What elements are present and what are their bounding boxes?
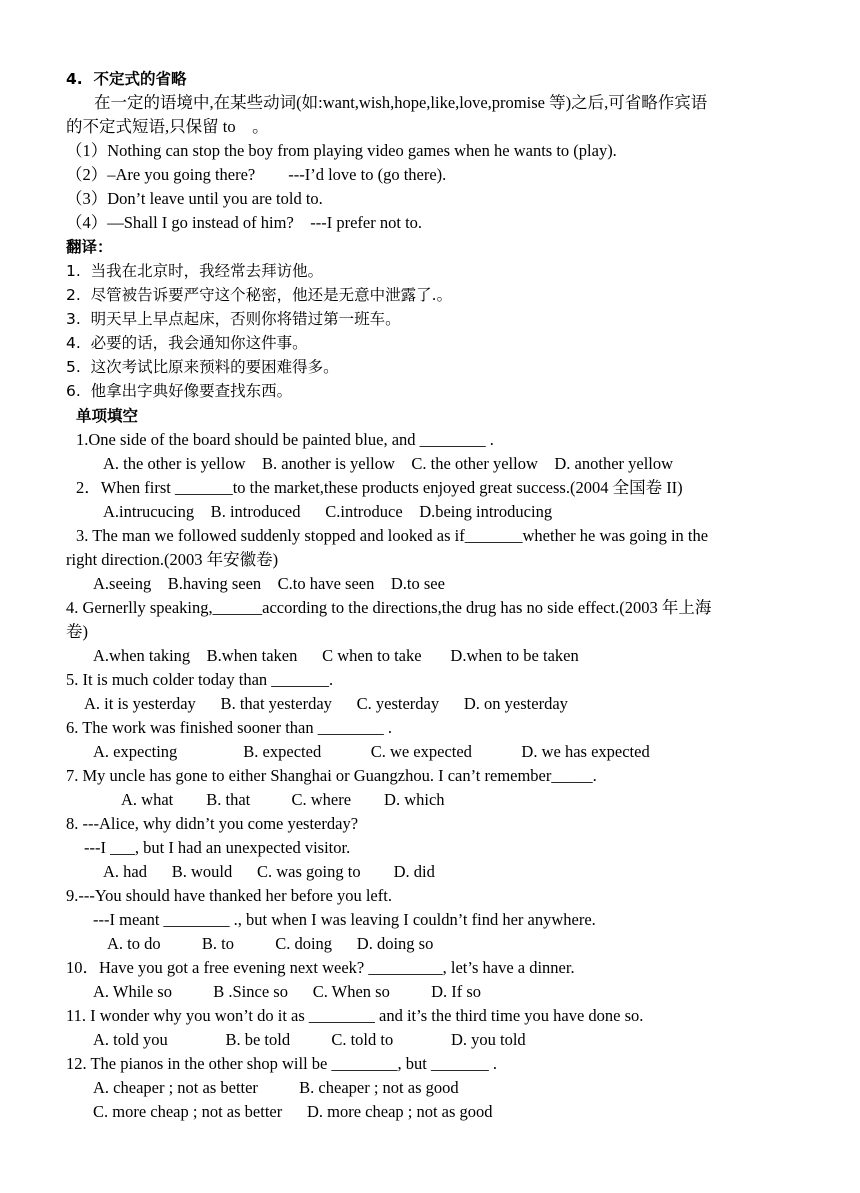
example-4: （4）—Shall I go instead of him? ---I prefer not to. [66, 213, 423, 232]
fill-heading: 单项填空 [76, 407, 139, 425]
options-12-a: A. cheaper ; not as better B. cheaper ; not as good [93, 1078, 459, 1097]
intro-line-2: 的不定式短语,只保留 to 。 [66, 117, 269, 136]
section-heading: 4. 不定式的省略 [66, 70, 187, 88]
options-2: A.intrucucing B. introduced C.introduce D.being introducing [103, 502, 553, 521]
question-3: 3. The man we followed suddenly stopped and looked as if_______whether he was going in the [76, 526, 709, 545]
question-8: 8. ---Alice, why didn’t you come yesterday? [66, 814, 359, 833]
options-10: A. While so B .Since so C. When so D. If so [93, 982, 482, 1001]
options-8: A. had B. would C. was going to D. did [103, 862, 435, 881]
example-3: （3）Don’t leave until you are told to. [66, 189, 323, 208]
options-7: A. what B. that C. where D. which [121, 790, 445, 809]
translation-item: 3. 明天早上早点起床，否则你将错过第一班车。 [66, 310, 401, 328]
translation-item: 4. 必要的话，我会通知你这件事。 [66, 334, 308, 352]
translation-item: 6. 他拿出字典好像要查找东西。 [66, 382, 293, 400]
question-1: 1.One side of the board should be painted blue, and ________ . [76, 430, 494, 449]
question-10: 10．Have you got a free evening next week? _________, let’s have a dinner. [66, 958, 575, 977]
options-11: A. told you B. be told C. told to D. you told [93, 1030, 526, 1049]
translation-item: 2. 尽管被告诉要严守这个秘密，他还是无意中泄露了.。 [66, 286, 453, 304]
translation-item: 1. 当我在北京时，我经常去拜访他。 [66, 262, 324, 280]
intro-line-1: 在一定的语境中,在某些动词(如:want,wish,hope,like,love,promise 等)之后,可省略作宾语 [94, 93, 708, 112]
question-6: 6. The work was finished sooner than ________ . [66, 718, 392, 737]
question-12: 12. The pianos in the other shop will be ________, but _______ . [66, 1054, 497, 1073]
question-4: 4. Gernerlly speaking,______according to the directions,the drug has no side effect.(2003 年上海 [66, 598, 712, 617]
question-4-cont: 卷) [66, 622, 88, 641]
question-3-cont: right direction.(2003 年安徽卷) [66, 550, 279, 569]
options-5: A. it is yesterday B. that yesterday C. yesterday D. on yesterday [84, 694, 568, 713]
question-8-cont: ---I ___, but I had an unexpected visitor. [84, 838, 351, 857]
question-7: 7. My uncle has gone to either Shanghai or Guangzhou. I can’t remember_____. [66, 766, 597, 785]
translation-heading: 翻译： [66, 238, 113, 256]
example-2: （2）–Are you going there? ---I’d love to (go there). [66, 165, 447, 184]
options-9: A. to do B. to C. doing D. doing so [107, 934, 434, 953]
question-5: 5. It is much colder today than _______. [66, 670, 334, 689]
question-9-cont: ---I meant ________ ., but when I was leaving I couldn’t find her anywhere. [93, 910, 596, 929]
options-4: A.when taking B.when taken C when to take D.when to be taken [93, 646, 579, 665]
question-9: 9.---You should have thanked her before you left. [66, 886, 392, 905]
options-3: A.seeing B.having seen C.to have seen D.to see [93, 574, 445, 593]
translation-item: 5. 这次考试比原来预料的要困难得多。 [66, 358, 339, 376]
options-6: A. expecting B. expected C. we expected D. we has expected [93, 742, 650, 761]
options-12-b: C. more cheap ; not as better D. more cheap ; not as good [93, 1102, 493, 1121]
question-11: 11. I wonder why you won’t do it as ________ and it’s the third time you have done so. [66, 1006, 644, 1025]
options-1: A. the other is yellow B. another is yellow C. the other yellow D. another yellow [103, 454, 674, 473]
example-1: （1）Nothing can stop the boy from playing video games when he wants to (play). [66, 141, 617, 160]
question-2: 2．When first _______to the market,these products enjoyed great success.(2004 全国卷 II) [76, 478, 683, 497]
